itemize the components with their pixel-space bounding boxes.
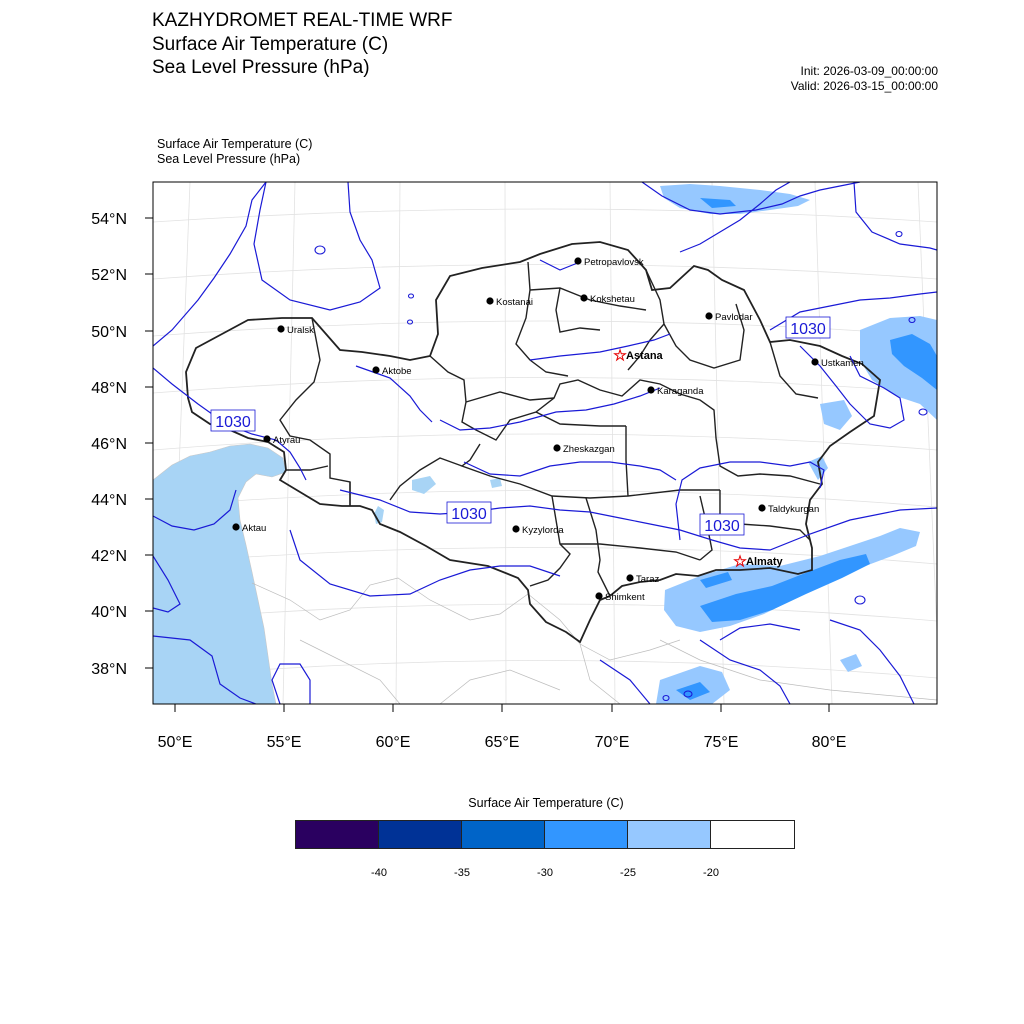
caspian-sea — [153, 444, 286, 704]
city-label: Ustkamen — [821, 358, 864, 369]
lat-label-46: 46°N — [91, 436, 127, 453]
valid-time: Valid: 2026-03-15_00:00:00 — [790, 78, 938, 93]
lat-label-52: 52°N — [91, 267, 127, 284]
city-dot — [595, 592, 602, 599]
map-layers — [153, 182, 940, 704]
city-label: Kyzylorda — [522, 525, 564, 536]
city-label: Aktau — [242, 523, 267, 534]
title-line-3: Sea Level Pressure (hPa) — [152, 57, 370, 78]
lat-label-40: 40°N — [91, 604, 127, 621]
lat-label-44: 44°N — [91, 492, 127, 509]
colorbar-swatch — [545, 821, 628, 848]
lon-label-65: 65°E — [484, 734, 520, 751]
lon-label-55: 55°E — [266, 734, 302, 751]
city-dot — [486, 297, 493, 304]
colorbar-tick: -20 — [703, 867, 719, 879]
city-dot — [705, 312, 712, 319]
city-label: Pavlodar — [715, 312, 753, 323]
city-label-capital: Astana — [626, 350, 663, 362]
colorbar-tick: -25 — [620, 867, 636, 879]
subtitle-line-1: Surface Air Temperature (C) — [157, 137, 313, 151]
city-dot — [512, 525, 519, 532]
lat-label-50: 50°N — [91, 324, 127, 341]
city-label: Karaganda — [657, 386, 704, 397]
lat-label-38: 38°N — [91, 661, 127, 678]
lat-label-42: 42°N — [91, 548, 127, 565]
lat-label-54: 54°N — [91, 211, 127, 228]
city-dot — [553, 444, 560, 451]
capital-star-icon: ★ — [613, 347, 627, 363]
isobar-label: 1030 — [451, 506, 487, 523]
capital-star-icon: ★ — [733, 553, 747, 569]
lon-label-75: 75°E — [703, 734, 739, 751]
neighbor-borders — [252, 578, 937, 704]
colorbar-swatch — [296, 821, 379, 848]
lon-label-70: 70°E — [594, 734, 630, 751]
city-label: Taraz — [636, 574, 660, 585]
city-dot — [574, 257, 581, 264]
city-label: Zheskazgan — [563, 444, 615, 455]
subtitle-line-2: Sea Level Pressure (hPa) — [157, 151, 301, 166]
title-line-1: KAZHYDROMET REAL-TIME WRF — [152, 10, 453, 31]
isobar-label: 1030 — [790, 321, 826, 338]
lat-label-48: 48°N — [91, 380, 127, 397]
colorbar-tick: -35 — [454, 867, 470, 879]
city-dot — [626, 574, 633, 581]
colorbar-swatch — [628, 821, 711, 848]
city-dot — [372, 366, 379, 373]
city-label: Kostanai — [496, 297, 533, 308]
colorbar — [295, 820, 795, 849]
colorbar-swatch — [711, 821, 794, 848]
city-dot — [758, 504, 765, 511]
city-dot — [263, 435, 270, 442]
init-time: Init: 2026-03-09_00:00:00 — [800, 64, 938, 78]
colorbar-title: Surface Air Temperature (C) — [468, 796, 624, 810]
lon-label-80: 80°E — [811, 734, 847, 751]
latitude-labels — [91, 211, 127, 678]
isobar-label: 1030 — [215, 414, 251, 431]
title-line-2: Surface Air Temperature (C) — [152, 33, 389, 55]
city-label: Taldykurgan — [768, 504, 820, 515]
lon-label-50: 50°E — [157, 734, 193, 751]
city-dot — [647, 386, 654, 393]
city-dot — [277, 325, 284, 332]
city-dot — [232, 523, 239, 530]
city-label-capital: Almaty — [746, 556, 783, 568]
colorbar-tick: -30 — [537, 867, 553, 879]
lon-label-60: 60°E — [375, 734, 411, 751]
city-dot — [580, 294, 587, 301]
colorbar-swatch — [379, 821, 462, 848]
isobar-label: 1030 — [704, 518, 740, 535]
city-label: Kokshetau — [590, 294, 635, 305]
city-label: Aktobe — [382, 366, 412, 377]
city-label: Shimkent — [605, 592, 645, 603]
city-dot — [811, 358, 818, 365]
colorbar-tick: -40 — [371, 867, 387, 879]
colorbar-swatch — [462, 821, 545, 848]
city-label: Petropavlovsk — [584, 257, 644, 268]
cold-area-north — [660, 184, 810, 214]
longitude-labels — [158, 734, 847, 751]
city-label: Uralsk — [287, 325, 314, 336]
city-label: Atyrau — [273, 435, 301, 446]
